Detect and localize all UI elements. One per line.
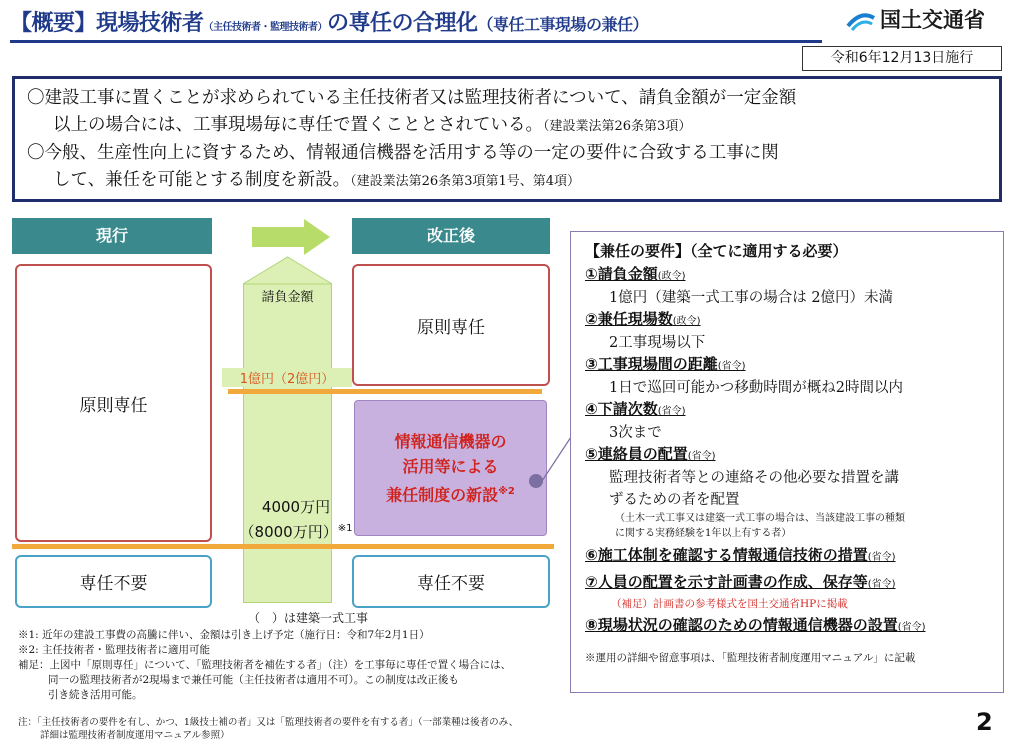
note-mark-2: ※2 bbox=[498, 485, 515, 497]
revised-header: 改正後 bbox=[352, 218, 550, 254]
current-none-box: 専任不要 bbox=[15, 555, 212, 608]
page-title: 【概要】現場技術者（主任技術者・監理技術者）の専任の合理化（専任工事現場の兼任） bbox=[10, 11, 649, 36]
contract-amount-column bbox=[243, 283, 332, 603]
current-principle-box: 原則専任 bbox=[15, 264, 212, 542]
summary-line-3: 〇今般、生産性向上に資するため、情報通信機器を活用する等の一定の要件に合致する工事に関 bbox=[27, 143, 779, 163]
right-arrow-icon bbox=[252, 219, 330, 255]
supplement-3: 引き続き活用可能。 bbox=[48, 689, 143, 701]
requirement-8: ⑧現場状況の確認のための情報通信機器の設置(省令) bbox=[585, 616, 926, 634]
summary-ref-1: （建設業法第26条第3項） bbox=[543, 119, 692, 134]
supplement-2: 同一の監理技術者が2現場まで兼任可能（主任技術者は適用不可）。この制度は改正後も bbox=[48, 674, 459, 686]
summary-ref-2: （建設業法第26条第3項第1号、第4項） bbox=[350, 174, 581, 189]
requirement-7-supplement: （補足）計画書の参考様式を国土交通省HPに掲載 bbox=[611, 598, 848, 610]
requirement-3-desc: 1日で巡回可能かつ移動時間が概ね2時間以内 bbox=[609, 380, 903, 396]
requirement-4: ④下請次数(省令) bbox=[585, 400, 686, 418]
connector-line bbox=[541, 435, 573, 483]
note: 注：「主任技術者の要件を有し、かつ、1級技士補の者」又は「監理技術者の要件を有する者」（一部業種は後者のみ、 詳細は監理技術者制度運用マニュアル参照） bbox=[18, 717, 519, 741]
threshold-line-high bbox=[228, 389, 542, 394]
requirement-1: ①請負金額(政令) bbox=[585, 265, 686, 283]
ministry-name: 国土交通省 bbox=[880, 8, 985, 32]
requirement-5: ⑤連絡員の配置(省令) bbox=[585, 445, 716, 463]
new-system-box: 情報通信機器の 活用等による 兼任制度の新設$^{※2}$ bbox=[354, 400, 547, 536]
footnote-2: ※2: 主任技術者・監理技術者に適用可能 bbox=[18, 644, 211, 656]
threshold-high-label: 1億円（2億円） bbox=[222, 368, 352, 387]
requirement-3: ③工事現場間の距離(省令) bbox=[585, 355, 746, 373]
threshold-line-low bbox=[12, 544, 554, 549]
supplement-1: 補足：上図中「原則専任」について、「監理技術者を補佐する者」（注）を工事毎に専任で置く場合には、 bbox=[18, 659, 512, 671]
page-number: 2 bbox=[976, 708, 993, 736]
requirements-title: 【兼任の要件】（全てに適用する必要） bbox=[585, 242, 848, 260]
revised-principle-box: 原則専任 bbox=[352, 264, 550, 386]
ministry-logo bbox=[846, 4, 985, 34]
requirement-5-note-2: に関する実務経験を1年以上有する者） bbox=[615, 528, 792, 539]
up-arrow-icon bbox=[243, 256, 332, 285]
title-paren: （専任工事現場の兼任） bbox=[477, 15, 649, 34]
requirements-panel bbox=[570, 231, 1004, 693]
current-header: 現行 bbox=[12, 218, 212, 254]
bracket-note: （ ）は建築一式工事 bbox=[247, 611, 368, 625]
summary-line-4: して、兼任を可能とする制度を新設。（建設業法第26条第3項第1号、第4項） bbox=[53, 170, 581, 190]
requirement-6: ⑥施工体制を確認する情報通信技術の措置(省令) bbox=[585, 546, 896, 564]
summary-line-2: 以上の場合には、工事現場毎に専任で置くこととされている。（建設業法第26条第3項） bbox=[53, 115, 692, 135]
requirement-7: ⑦人員の配置を示す計画書の作成、保存等(省令) bbox=[585, 573, 896, 591]
requirement-2-desc: 2工事現場以下 bbox=[609, 335, 706, 351]
requirement-4-desc: 3次まで bbox=[609, 425, 662, 441]
requirement-2: ②兼任現場数(政令) bbox=[585, 310, 701, 328]
effective-date: 令和6年12月13日施行 bbox=[802, 46, 1002, 71]
requirements-footer: ※運用の詳細や留意事項は、「監理技術者制度運用マニュアル」に記載 bbox=[585, 652, 916, 664]
title-subtext: （主任技術者・監理技術者） bbox=[203, 22, 328, 33]
threshold-low-label: 4000万円 （8000万円）$^{※1}$ bbox=[239, 498, 353, 541]
revised-none-box: 専任不要 bbox=[352, 555, 550, 608]
contract-amount-label: 請負金額 bbox=[261, 290, 314, 305]
title-underline bbox=[10, 40, 822, 43]
note-mark-1: ※1 bbox=[337, 523, 353, 534]
summary-line-1: 〇建設工事に置くことが求められている主任技術者又は監理技術者について、請負金額が一定金額 bbox=[27, 88, 797, 108]
requirement-5-desc: 監理技術者等との連絡その他必要な措置を講 bbox=[609, 470, 899, 486]
requirement-5-note-1: （土木一式工事又は建築一式工事の場合は、当該建設工事の種類 bbox=[615, 513, 905, 524]
requirement-5-desc-2: ずるための者を配置 bbox=[609, 492, 740, 508]
footnote-1: ※1: 近年の建設工事費の高騰に伴い、金額は引き上げ予定（施行日：令和7年2月1日） bbox=[18, 629, 430, 641]
summary-box bbox=[12, 76, 1002, 202]
requirement-1-desc: 1億円（建築一式工事の場合は 2億円）未満 bbox=[609, 290, 894, 306]
ministry-logo-icon bbox=[846, 6, 876, 32]
footnotes bbox=[18, 628, 563, 703]
